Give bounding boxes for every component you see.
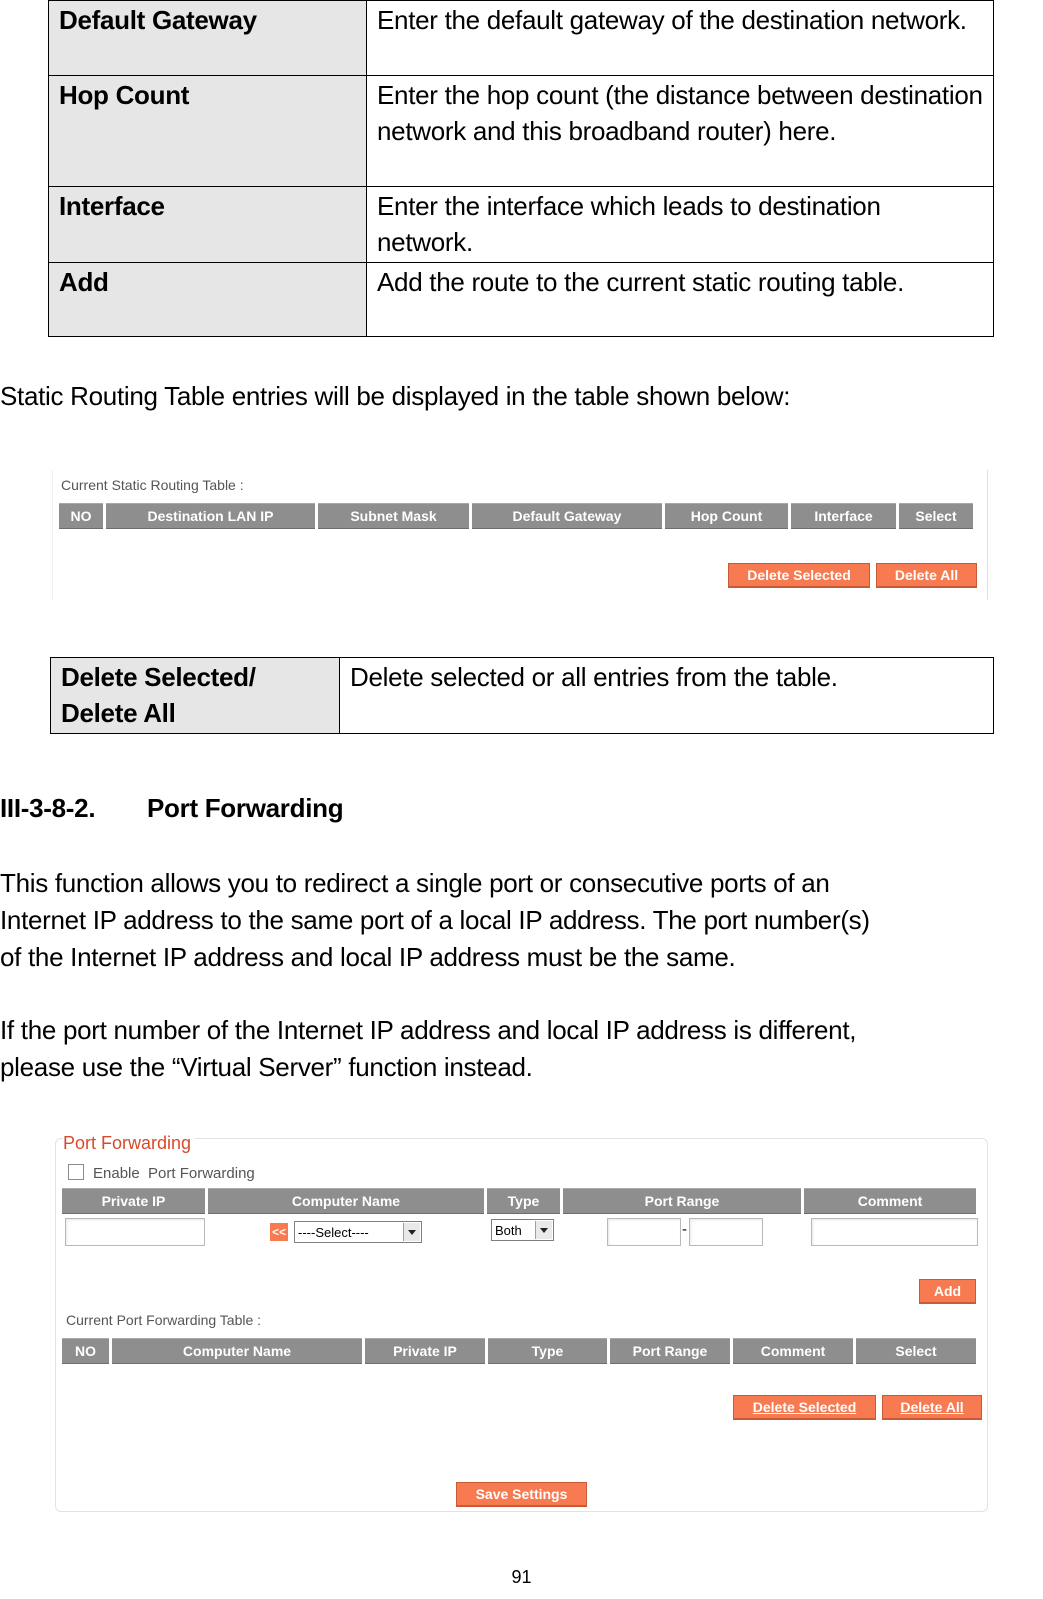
term-line: Delete Selected/: [61, 662, 256, 692]
term-cell: [51, 658, 340, 734]
text-line: Internet IP address to the same port of a local IP address. The port number(s): [0, 905, 870, 935]
column-header: Private IP: [365, 1338, 485, 1364]
column-header: Destination LAN IP: [106, 503, 315, 529]
paragraph-2: [0, 1012, 856, 1086]
enable-checkbox[interactable]: [68, 1164, 84, 1180]
column-header: Select: [856, 1338, 976, 1364]
column-header: NO: [59, 503, 103, 529]
table-row: [49, 76, 994, 187]
pf-input-header: [62, 1188, 976, 1214]
column-header: Interface: [791, 503, 896, 529]
description-cell: Enter the hop count (the distance between destination network and this broadband router) here.: [367, 76, 994, 187]
port-range-end-input[interactable]: [689, 1218, 763, 1246]
section-title: Port Forwarding: [147, 793, 344, 823]
private-ip-input[interactable]: [65, 1218, 205, 1246]
definition-table-2: [50, 657, 994, 734]
term-cell: Interface: [49, 187, 367, 263]
description-cell: Add the route to the current static routing table.: [367, 263, 994, 337]
column-header: Hop Count: [665, 503, 788, 529]
current-table-title: Current Port Forwarding Table :: [66, 1312, 262, 1328]
select-value: ----Select----: [298, 1224, 369, 1240]
port-forwarding-title: Port Forwarding: [63, 1133, 195, 1154]
paragraph-1: [0, 865, 870, 976]
intro-static-paragraph: Static Routing Table entries will be displayed in the table shown below:: [0, 381, 791, 411]
text-line: If the port number of the Internet IP address and local IP address is different,: [0, 1015, 857, 1045]
term-line: Delete All: [61, 698, 176, 728]
delete-selected-button[interactable]: Delete Selected: [728, 563, 870, 588]
column-header: Port Range: [563, 1188, 801, 1214]
chevron-down-icon: [535, 1221, 552, 1239]
column-header: Computer Name: [112, 1338, 362, 1364]
section-number: III-3-8-2.: [0, 793, 96, 823]
term-cell: Hop Count: [49, 76, 367, 187]
select-value: Both: [495, 1222, 522, 1238]
column-header: Port Range: [610, 1338, 730, 1364]
column-header: Default Gateway: [472, 503, 662, 529]
description-cell: Delete selected or all entries from the table.: [340, 658, 994, 734]
text-line: This function allows you to redirect a single port or consecutive ports of an: [0, 868, 830, 898]
column-header: Subnet Mask: [318, 503, 469, 529]
text-line: please use the “Virtual Server” function instead.: [0, 1052, 533, 1082]
definition-table-1: [48, 0, 994, 337]
type-select[interactable]: [491, 1219, 554, 1241]
save-settings-button[interactable]: Save Settings: [456, 1482, 587, 1507]
add-button[interactable]: Add: [919, 1279, 976, 1304]
port-forwarding-screenshot: [55, 1133, 988, 1512]
table-row: [49, 187, 994, 263]
computer-name-select[interactable]: [294, 1221, 422, 1243]
comment-input[interactable]: [811, 1218, 978, 1246]
delete-selected-button[interactable]: Delete Selected: [733, 1395, 876, 1420]
enable-label: Enable Port Forwarding: [93, 1165, 255, 1182]
description-cell: Enter the interface which leads to destination network.: [367, 187, 994, 263]
table-row: [49, 263, 994, 337]
text-line: of the Internet IP address and local IP address must be the same.: [0, 942, 736, 972]
column-header: Type: [488, 1338, 607, 1364]
pf-table-header: [62, 1338, 976, 1364]
port-range-dash: -: [682, 1221, 687, 1238]
port-range-start-input[interactable]: [607, 1218, 681, 1246]
description-cell: Enter the default gateway of the destination network.: [367, 1, 994, 76]
column-header: Type: [487, 1188, 560, 1214]
static-table-title: Current Static Routing Table :: [61, 477, 244, 493]
column-header: NO: [62, 1338, 109, 1364]
table-row: [51, 658, 994, 734]
term-cell: Add: [49, 263, 367, 337]
delete-all-button[interactable]: Delete All: [882, 1395, 982, 1420]
page-number: 91: [511, 1567, 532, 1587]
table-row: [49, 1, 994, 76]
column-header: Select: [899, 503, 973, 529]
column-header: Computer Name: [208, 1188, 484, 1214]
static-table-header: [59, 503, 973, 529]
static-routing-screenshot: [52, 470, 988, 600]
column-header: Comment: [733, 1338, 853, 1364]
column-header: Comment: [804, 1188, 976, 1214]
copy-name-button[interactable]: <<: [271, 1225, 286, 1239]
chevron-down-icon: [403, 1223, 420, 1241]
delete-all-button[interactable]: Delete All: [876, 563, 977, 588]
column-header: Private IP: [62, 1188, 205, 1214]
term-cell: Default Gateway: [49, 1, 367, 76]
